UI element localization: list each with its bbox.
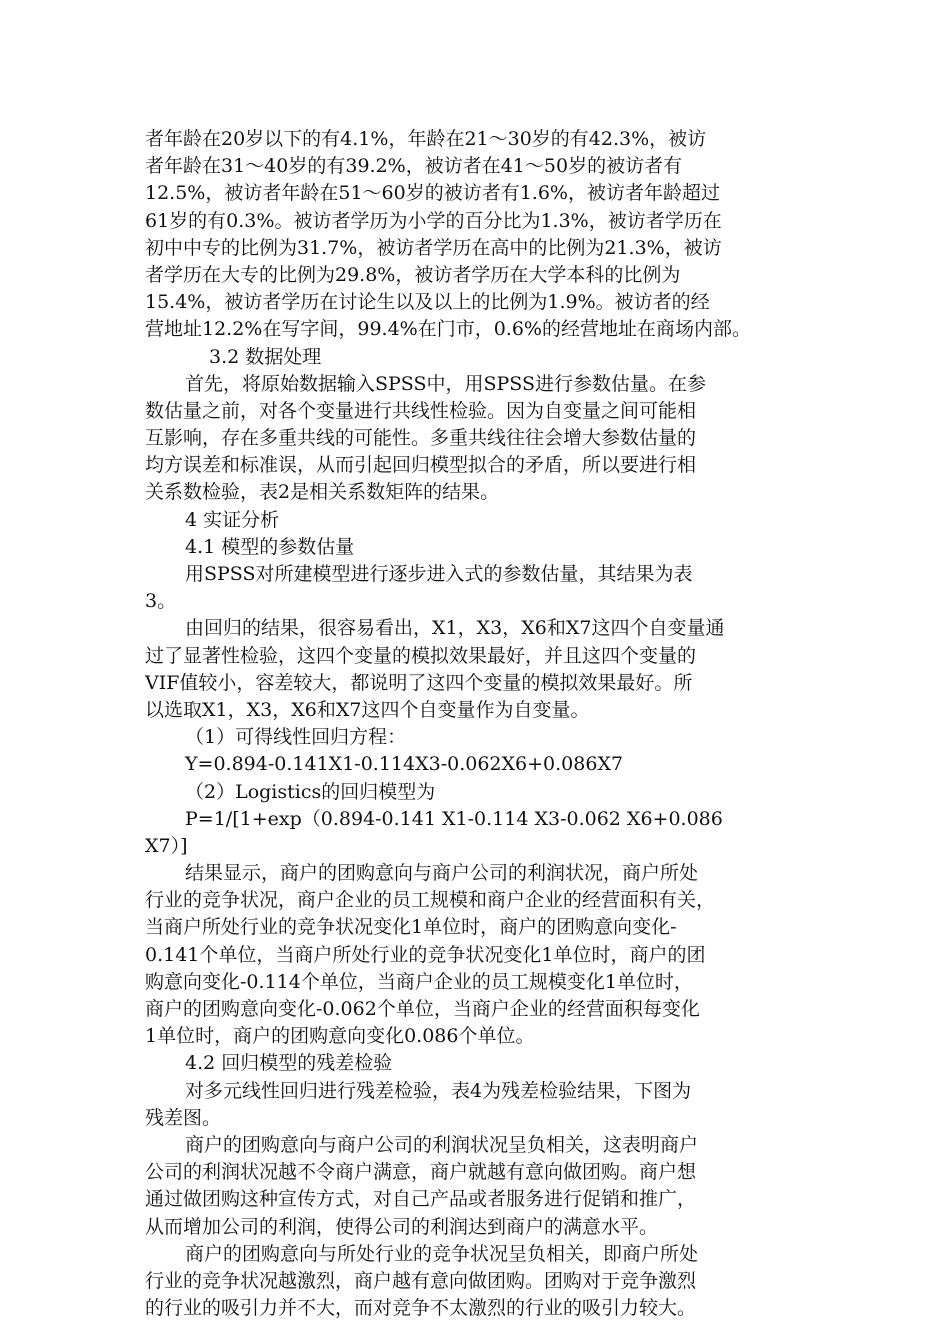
text-line: 过了显著性检验，这四个变量的模拟效果最好，并且这四个变量的 <box>145 644 697 667</box>
text-line: 12.5%，被访者年龄在51～60岁的被访者有1.6%，被访者年龄超过 <box>145 182 720 205</box>
text-line: 关系数检验，表2是相关系数矩阵的结果。 <box>145 481 500 504</box>
text-line: 公司的利润状况越不令商户满意，商户就越有意向做团购。商户想 <box>145 1161 697 1184</box>
text-line: （1）可得线性回归方程： <box>185 726 407 749</box>
text-line: 由回归的结果，很容易看出，X1，X3，X6和X7这四个自变量通 <box>185 617 725 640</box>
text-line: 残差图。 <box>145 1106 222 1129</box>
text-line: 通过做团购这种宣传方式，对自己产品或者服务进行促销和推广， <box>145 1188 697 1211</box>
text-line: 3.2 数据处理 <box>209 345 322 368</box>
text-line: 4.2 回归模型的残差检验 <box>185 1052 393 1075</box>
text-line: 互影响，存在多重共线的可能性。多重共线往往会增大参数估量的 <box>145 427 697 450</box>
text-line: 的行业的吸引力并不大，而对竞争不太激烈的行业的吸引力较大。 <box>145 1297 697 1320</box>
text-line: 61岁的有0.3%。被访者学历为小学的百分比为1.3%，被访者学历在 <box>145 209 722 232</box>
text-line: 数估量之前，对各个变量进行共线性检验。因为自变量之间可能相 <box>145 399 697 422</box>
text-line: 者年龄在20岁以下的有4.1%，年龄在21～30岁的有42.3%，被访 <box>145 128 707 150</box>
text-line: 营地址12.2%在写字间，99.4%在门市，0.6%的经营地址在商场内部。 <box>145 318 751 341</box>
text-line: VIF值较小，容差较大，都说明了这四个变量的模拟效果最好。所 <box>145 671 693 694</box>
text-line: 行业的竞争状况越激烈，商户越有意向做团购。团购对于竞争激烈 <box>145 1269 697 1292</box>
text-line: 购意向变化-0.114个单位，当商户企业的员工规模变化1单位时， <box>145 970 693 993</box>
text-line: 以选取X1，X3，X6和X7这四个自变量作为自变量。 <box>145 698 590 721</box>
text-line: 从而增加公司的利润，使得公司的利润达到商户的满意水平。 <box>145 1215 659 1238</box>
text-line: 4 实证分析 <box>185 508 280 531</box>
text-line: 商户的团购意向与商户公司的利润状况呈负相关，这表明商户 <box>185 1133 699 1156</box>
text-line: P=1/[1+exp（0.894-0.141 X1-0.114 X3-0.062 X6+0.086 <box>185 807 723 830</box>
text-line: 15.4%，被访者学历在讨论生以及以上的比例为1.9%。被访者的经 <box>145 291 710 314</box>
text-line: 者年龄在31～40岁的有39.2%，被访者在41～50岁的被访者有 <box>145 155 683 178</box>
text-line: 3。 <box>145 590 177 613</box>
text-line: Y=0.894-0.141X1-0.114X3-0.062X6+0.086X7 <box>185 753 624 776</box>
text-line: 用SPSS对所建模型进行逐步进入式的参数估量，其结果为表 <box>185 563 693 585</box>
document-page <box>145 126 813 1322</box>
text-line: 对多元线性回归进行残差检验，表4为残差检验结果，下图为 <box>185 1079 692 1102</box>
text-line: 商户的团购意向变化-0.062个单位，当商户企业的经营面积每变化 <box>145 998 700 1020</box>
text-line: X7）] <box>145 834 188 857</box>
text-line: 初中中专的比例为31.7%，被访者学历在高中的比例为21.3%，被访 <box>145 236 722 259</box>
text-line: 1单位时，商户的团购意向变化0.086个单位。 <box>145 1025 535 1048</box>
text-line: （2）Logistics的回归模型为 <box>185 780 436 803</box>
text-line: 当商户所处行业的竞争状况变化1单位时，商户的团购意向变化- <box>145 916 677 939</box>
text-line: 0.141个单位，当商户所处行业的竞争状况变化1单位时，商户的团 <box>145 943 706 966</box>
text-line: 商户的团购意向与所处行业的竞争状况呈负相关，即商户所处 <box>185 1242 699 1265</box>
text-line: 均方误差和标准误，从而引起回归模型拟合的矛盾，所以要进行相 <box>145 454 697 477</box>
text-line: 者学历在大专的比例为29.8%，被访者学历在大学本科的比例为 <box>145 263 681 286</box>
text-line: 首先，将原始数据输入SPSS中，用SPSS进行参数估量。在参 <box>185 372 706 395</box>
text-line: 行业的竞争状况，商户企业的员工规模和商户企业的经营面积有关， <box>145 889 716 912</box>
text-line: 结果显示，商户的团购意向与商户公司的利润状况，商户所处 <box>185 862 699 885</box>
text-line: 4.1 模型的参数估量 <box>185 535 355 558</box>
